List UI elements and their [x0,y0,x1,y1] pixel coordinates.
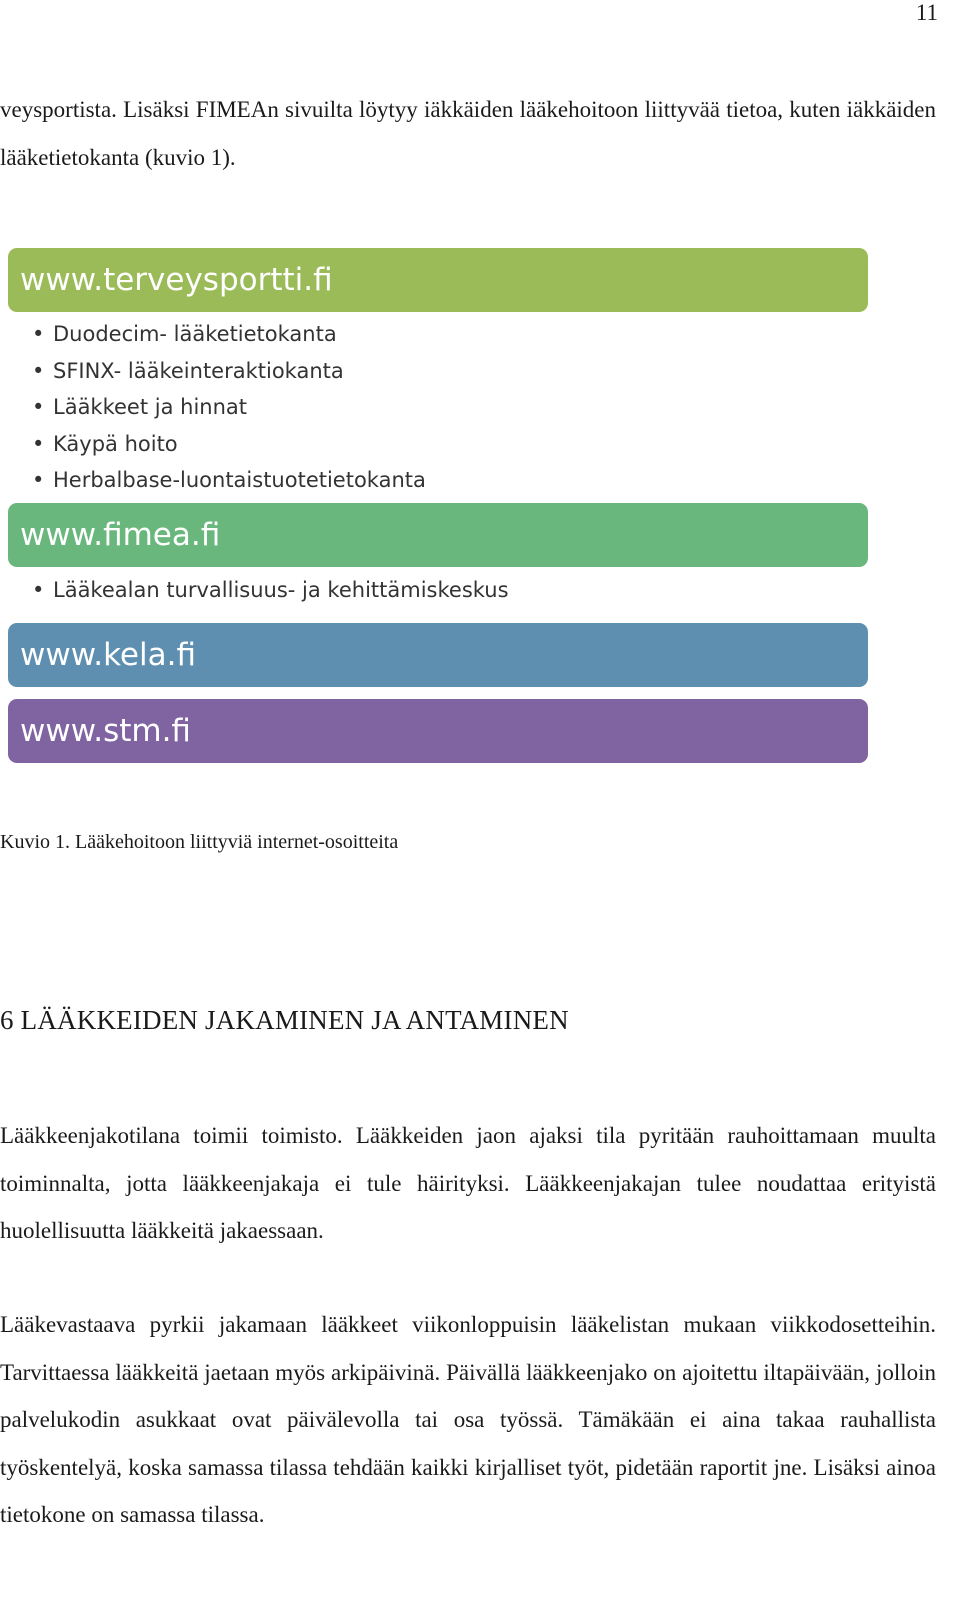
bullet-icon: • [32,577,45,602]
bullet-icon: • [32,358,45,383]
bullet-icon: • [32,431,45,456]
section-heading: 6 LÄÄKKEIDEN JAKAMINEN JA ANTAMINEN [0,1005,569,1035]
bullet-icon: • [32,322,45,346]
figure-caption: Kuvio 1. Lääkehoitoon liittyviä internet-osoitteita [0,831,399,853]
figure-internet-addresses [8,248,868,763]
band-fimea: www.fimea.fi [8,503,868,567]
band-terveysportti: www.terveysportti.fi [8,248,868,312]
list-item: • SFINX- lääkeinteraktiokanta [8,353,868,390]
body-paragraph-1: Lääkkeenjakotilana toimii toimisto. Lääkkeiden jaon ajaksi tila pyritään rauhoittamaan muulta toiminnalta, jotta lääkkeenjakaja ei tule häirityksi. Lääkkeenjakajan tulee noudattaa erityistä huolellisuutta lääkkeitä jakaessaan. [0,1123,936,1243]
bullet-icon: • [32,395,45,420]
band-kela: www.kela.fi [8,623,868,687]
list-item: • Duodecim- lääketietokanta [8,316,868,353]
list-item: • Herbalbase-luontaistuotetietokanta [8,462,868,499]
list-item: • Lääkkeet ja hinnat [8,389,868,426]
page-number: 11 [915,0,938,25]
band-stm: www.stm.fi [8,699,868,763]
intro-paragraph: veysportista. Lisäksi FIMEAn sivuilta löytyy iäkkäiden lääkehoitoon liittyvää tietoa, kuten iäkkäiden lääketietokanta (kuvio 1). [0,97,936,170]
list-item: • Lääkealan turvallisuus- ja kehittämiskeskus [8,572,868,609]
bullet-icon: • [32,468,45,493]
body-paragraph-2: Lääkevastaava pyrkii jakamaan lääkkeet viikonloppuisin lääkelistan mukaan viikkodosetteihin. Tarvittaessa lääkkeitä jaetaan myös arkipäivinä. Päivällä lääkkeenjako on ajoitettu iltapäivään, jolloin palvelukodin asukkaat ovat päivälevolla tai osa työssä. Tämäkään ei aina takaa rauhallista työskentelyä, koska samassa tilassa tehdään kaikki kirjalliset työt, pidetään raportit jne. Lisäksi ainoa tietokone on samassa tilassa. [0,1312,936,1527]
list-item: • Käypä hoito [8,426,868,463]
fimea-list [8,572,868,609]
terveysportti-list [8,316,868,499]
